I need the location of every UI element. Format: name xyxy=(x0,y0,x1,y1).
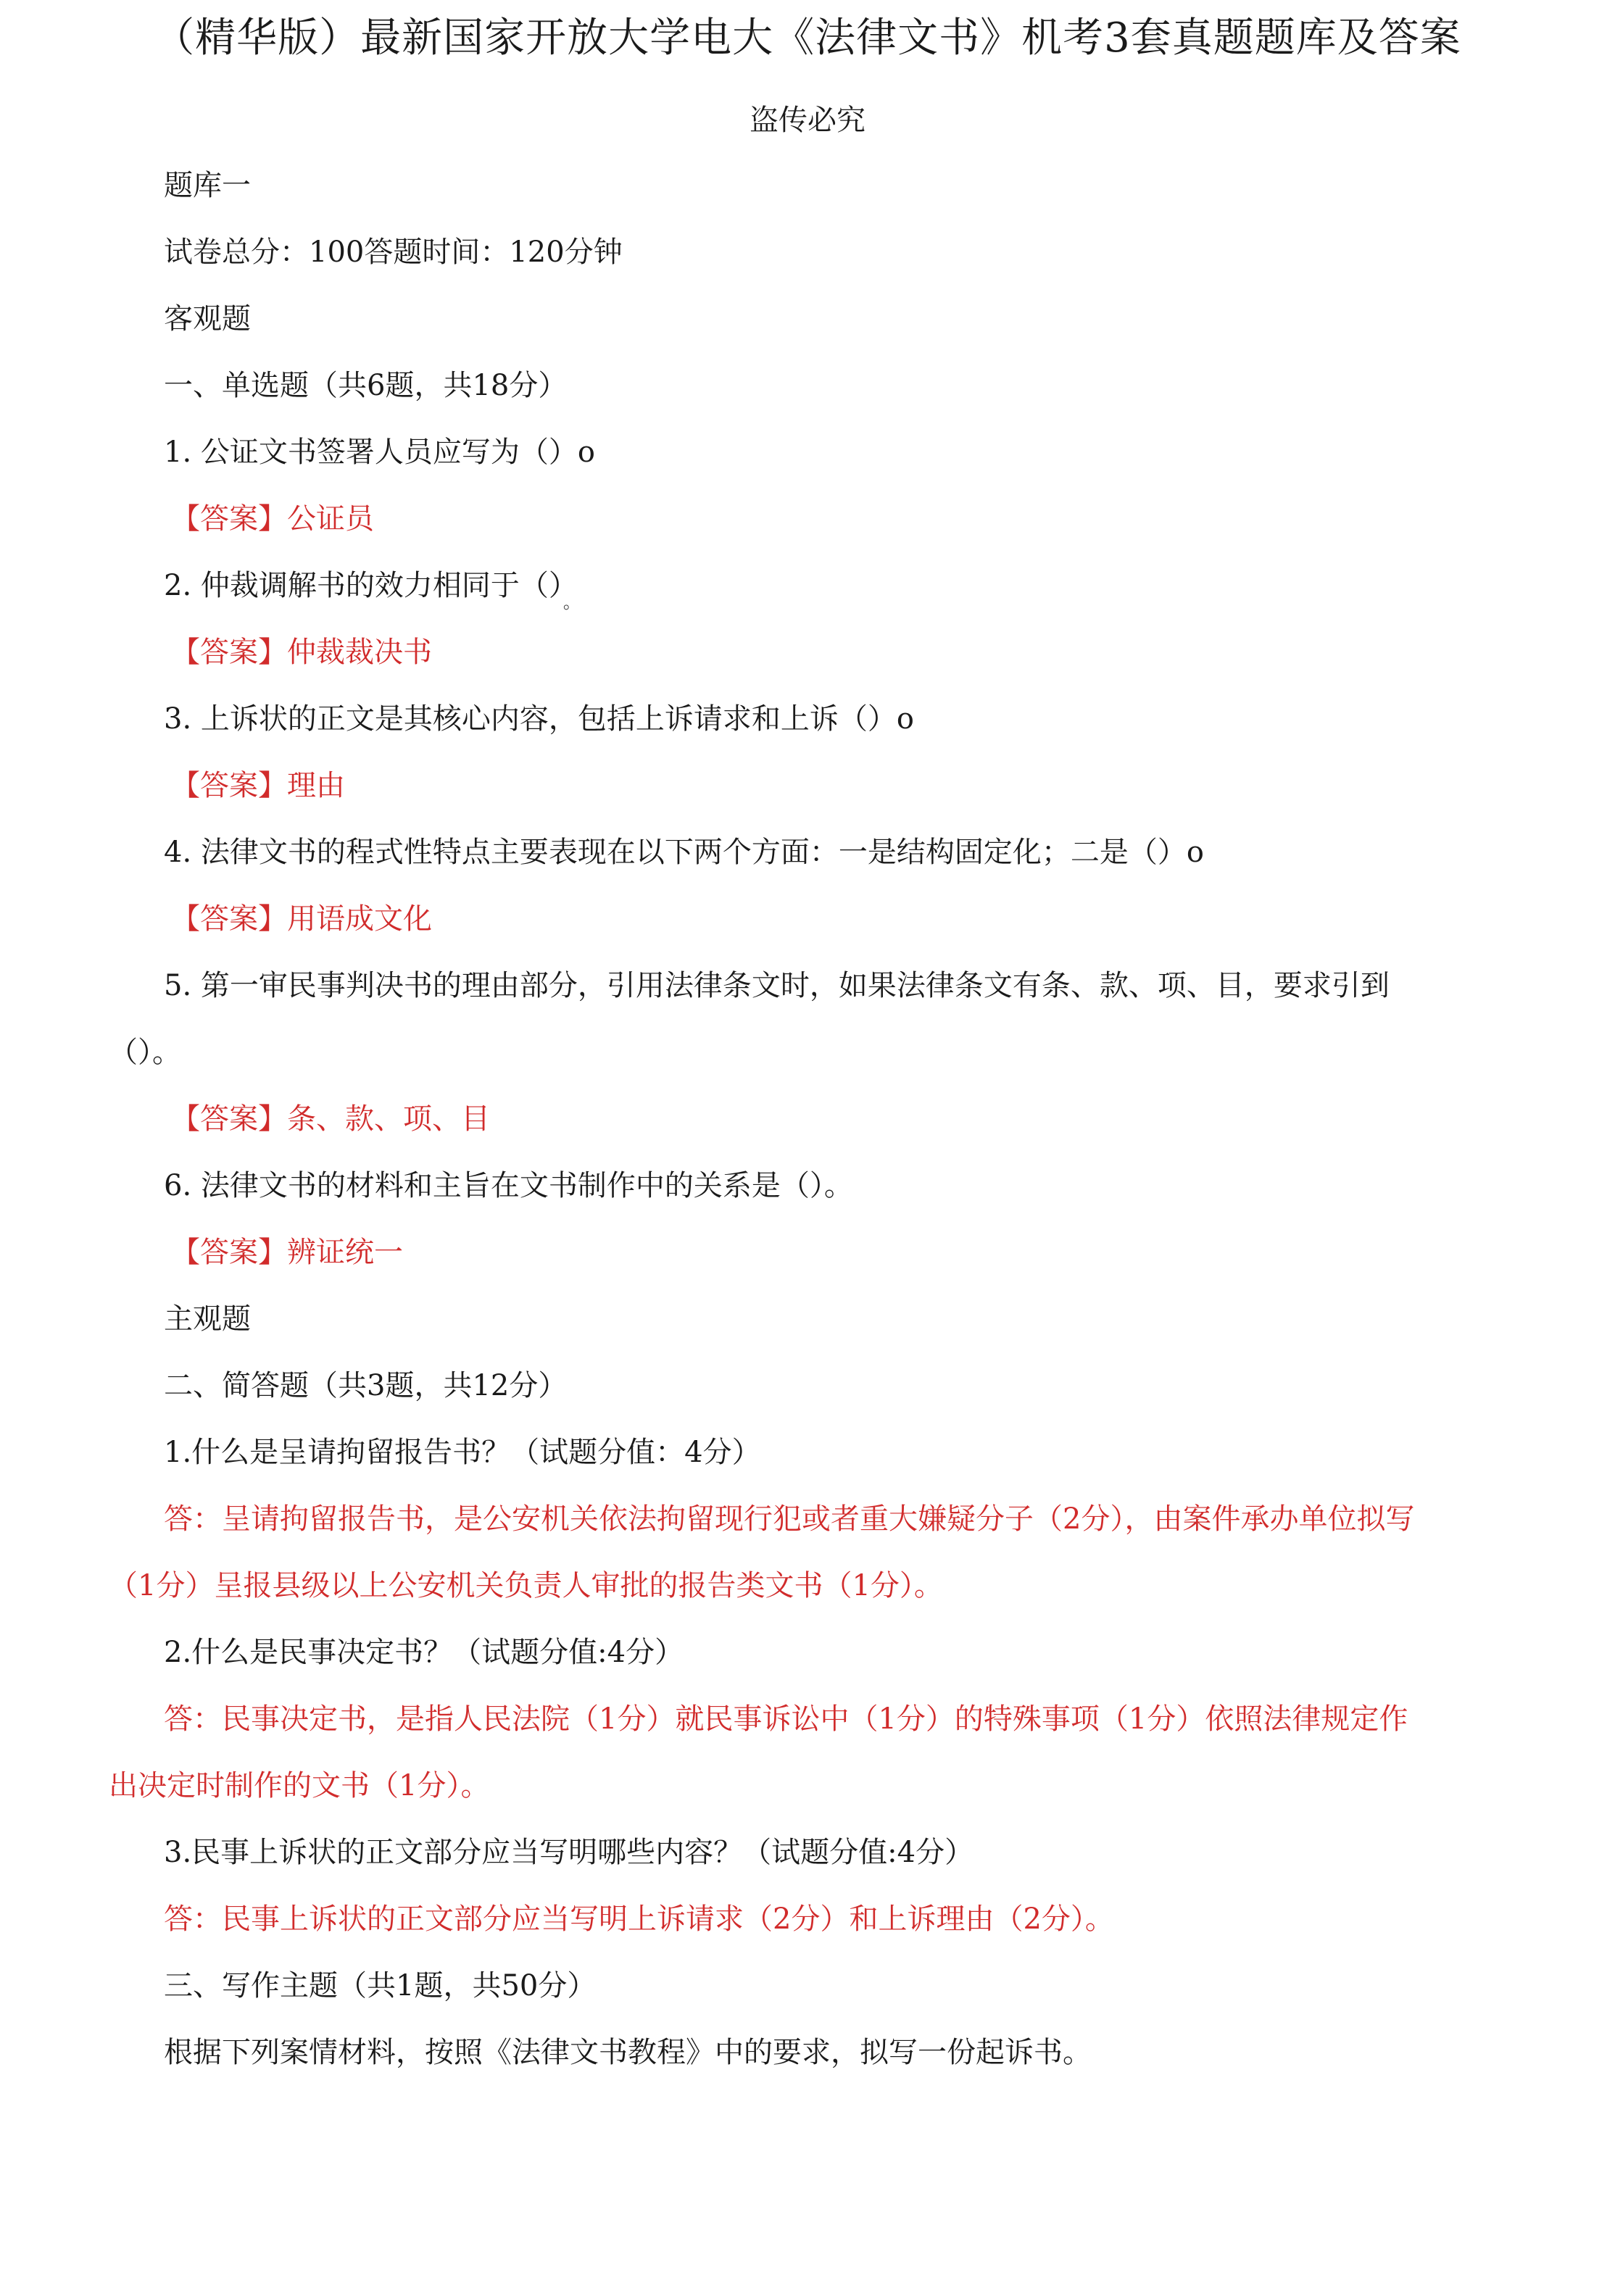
answer-3: 【答案】理由 xyxy=(171,769,345,802)
objective-label: 客观题 xyxy=(164,302,251,336)
question-6: 6. 法律文书的材料和主旨在文书制作中的关系是（）。 xyxy=(164,1169,853,1202)
question-2-text: 2. 仲裁调解书的效力相同于（） xyxy=(164,569,563,602)
short-answer-1-line-2: （1分）呈报县级以上公安机关负责人审批的报告类文书（1分）。 xyxy=(109,1569,943,1602)
question-4: 4. 法律文书的程式性特点主要表现在以下两个方面：一是结构固定化；二是（）o xyxy=(164,836,1204,869)
answer-1: 【答案】公证员 xyxy=(171,502,374,536)
short-answer-1-line-1: 答：呈请拘留报告书，是公安机关依法拘留现行犯或者重大嫌疑分子（2分），由案件承办单位拟写 xyxy=(164,1502,1415,1536)
question-5-line-2: （）。 xyxy=(109,1036,181,1069)
document-subtitle: 盗传必究 xyxy=(750,104,865,137)
short-question-2: 2.什么是民事决定书？（试题分值:4分） xyxy=(164,1636,684,1669)
question-5-line-1: 5. 第一审民事判决书的理由部分，引用法律条文时，如果法律条文有条、款、项、目，要求引到 xyxy=(164,969,1390,1002)
short-answer-3: 答：民事上诉状的正文部分应当写明上诉请求（2分）和上诉理由（2分）。 xyxy=(164,1902,1114,1936)
question-3: 3. 上诉状的正文是其核心内容，包括上诉请求和上诉（）o xyxy=(164,702,914,736)
writing-prompt: 根据下列案情材料，按照《法律文书教程》中的要求，拟写一份起诉书。 xyxy=(164,2036,1092,2069)
short-answer-2-line-1: 答：民事决定书，是指人民法院（1分）就民事诉讼中（1分）的特殊事项（1分）依照法律规定作 xyxy=(164,1702,1408,1736)
question-2-tail: 。 xyxy=(562,592,581,612)
answer-5: 【答案】条、款、项、目 xyxy=(171,1102,490,1136)
answer-6: 【答案】辨证统一 xyxy=(171,1236,403,1269)
short-answer-2-line-2: 出决定时制作的文书（1分）。 xyxy=(109,1769,490,1802)
exam-info: 试卷总分：100答题时间：120分钟 xyxy=(164,236,623,269)
bank-label: 题库一 xyxy=(164,169,251,202)
answer-4: 【答案】用语成文化 xyxy=(171,902,432,936)
section-heading-writing: 三、写作主题（共1题，共50分） xyxy=(164,1969,597,2002)
subjective-label: 主观题 xyxy=(164,1302,251,1336)
short-question-3: 3.民事上诉状的正文部分应当写明哪些内容？（试题分值:4分） xyxy=(164,1836,974,1869)
section-heading-short-answer: 二、简答题（共3题，共12分） xyxy=(164,1369,568,1402)
answer-2: 【答案】仲裁裁决书 xyxy=(171,636,432,669)
short-question-1: 1.什么是呈请拘留报告书？（试题分值：4分） xyxy=(164,1436,761,1469)
document-title: （精华版）最新国家开放大学电大《法律文书》机考3套真题题库及答案 xyxy=(154,14,1461,62)
section-heading-single-choice: 一、单选题（共6题，共18分） xyxy=(164,369,568,402)
question-1: 1. 公证文书签署人员应写为（）o xyxy=(164,436,595,469)
question-2 xyxy=(164,565,581,610)
